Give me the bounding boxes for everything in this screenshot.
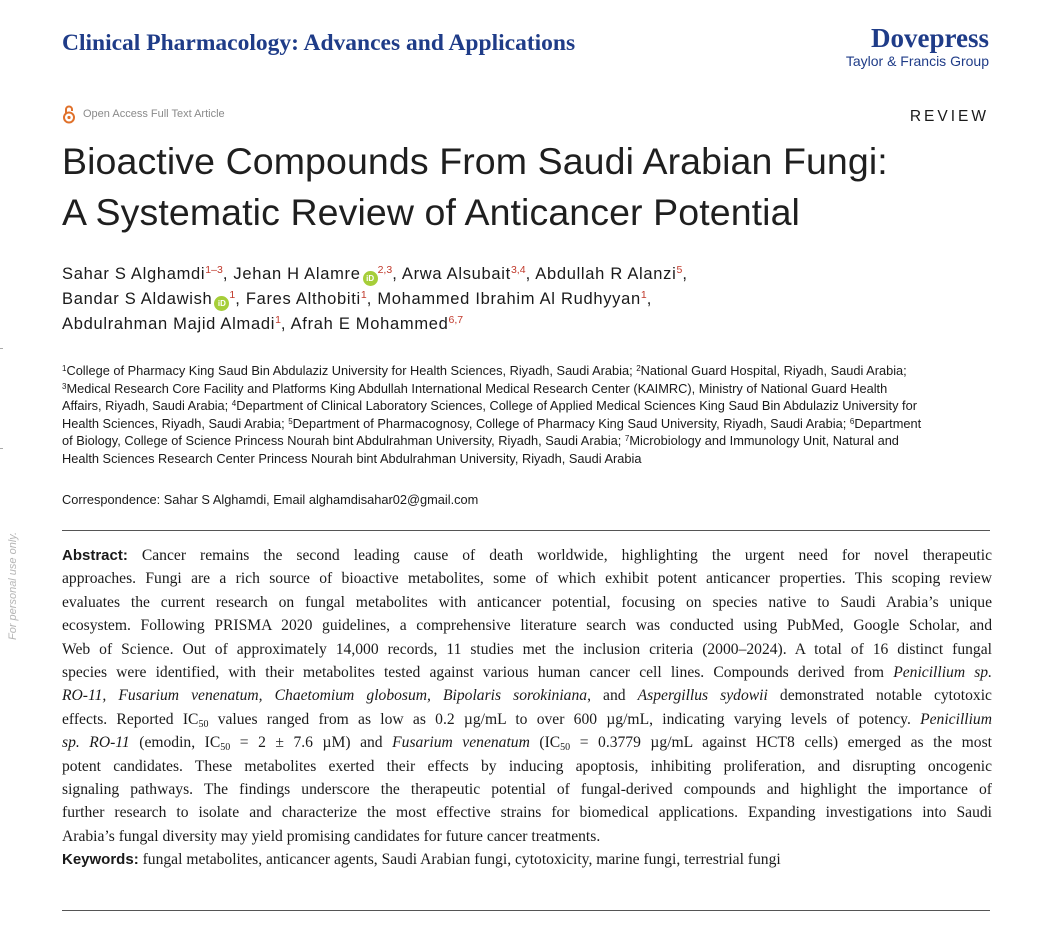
abstract-text: = 0.3779 µg/mL against HCT8 cells) emerged as the most: [570, 734, 992, 752]
affiliation-text: Microbiology and Immunology Unit, Natural and: [629, 433, 899, 448]
publisher-group: Taylor & Francis Group: [845, 53, 989, 69]
author-affiliation-ref[interactable]: 1: [229, 289, 236, 301]
species-name: RO-11, Fusarium venenatum, Chaetomium globosum, Bipolaris sorokiniana: [62, 687, 588, 705]
abstract-line: Arabia’s fungal diversity may yield promising candidates for future cancer treatments.: [62, 827, 601, 845]
abstract-line: approaches. Fungi are a rich source of bioactive metabolites, some of which exhibit potent anticancer properties. This scoping review: [62, 570, 992, 588]
author-line: Bandar S Aldawish $iD^1$, Fares Althobiti$^1$, Mohammed Ibrahim Al Rudhyyan$^1$,: [62, 287, 1012, 312]
author-name[interactable]: Bandar S Aldawish: [62, 290, 213, 308]
author-list: [62, 262, 1012, 337]
author-affiliation-ref[interactable]: 2,3: [377, 264, 393, 276]
author-name[interactable]: Jehan H Alamre: [233, 265, 361, 283]
abstract-line: further research to isolate and characterize the most effective strains for biomedical applications. Expanding investigations into Saudi: [62, 804, 992, 822]
author-affiliation-ref[interactable]: 1: [360, 289, 367, 301]
article-type: REVIEW: [909, 108, 989, 125]
author-name[interactable]: Abdulrahman Majid Almadi: [62, 315, 276, 333]
affiliation-line: [62, 450, 994, 468]
divider: [62, 910, 990, 911]
abstract-line: [62, 684, 992, 707]
species-name: Penicillium: [920, 710, 992, 728]
title-line: Bioactive Compounds From Saudi Arabian Fungi:: [62, 140, 888, 182]
author-affiliation-ref[interactable]: 1–3: [205, 264, 223, 276]
journal-title: Clinical Pharmacology: Advances and Applications: [62, 30, 576, 56]
margin-tick: [0, 448, 3, 449]
affiliation-text: Medical Research Core Facility and Platforms King Abdullah International Medical Research Center (KAIMRC), Ministry of National Guard Health: [66, 380, 888, 396]
abstract-line: signaling pathways. The findings underscore the therapeutic potential of fungal-derived compounds and highlight the importance of: [62, 781, 992, 799]
abstract-line: evaluates the current research on fungal metabolites with anticancer potential, focusing on species native to Saudi Arabia’s unique: [62, 593, 992, 611]
publisher-logo: [846, 22, 989, 68]
affiliation-text: Health Sciences Research Center Princess Nourah bint Abdulrahman University, Riyadh, Saudi Arabia: [62, 450, 642, 466]
author-name[interactable]: Sahar S Alghamdi: [62, 265, 206, 283]
orcid-icon[interactable]: iD: [214, 296, 229, 311]
species-name: Penicillium sp.: [893, 664, 992, 682]
abstract-text: Cancer remains the second leading cause of death worldwide, highlighting the urgent need for novel therapeutic: [127, 547, 992, 564]
personal-use-watermark: For personal use only.: [7, 531, 19, 640]
author-name[interactable]: Abdullah R Alanzi: [535, 265, 677, 283]
affiliation-line: [62, 415, 994, 433]
author-line: Sahar S Alghamdi$^{1-3}$, Jehan H Alamre iD$^{2,3}$, Arwa Alsubait$^{3,4}$, Abdullah R Alanzi$^5$,: [62, 262, 1012, 287]
affiliation-text: Health Sciences, Riyadh, Saudi Arabia;: [62, 415, 289, 431]
affiliation-text: Department: [854, 415, 922, 431]
orcid-icon[interactable]: iD: [363, 271, 378, 286]
species-name: Fusarium venenatum: [392, 734, 530, 752]
author-name[interactable]: Afrah E Mohammed: [290, 315, 449, 333]
species-name: Aspergillus sydowii: [637, 687, 768, 705]
author-name[interactable]: Mohammed Ibrahim Al Rudhyyan: [377, 290, 641, 308]
abstract-text: species were identified, with their metabolites tested against various human cancer cell lines. Compounds derived from: [62, 664, 894, 682]
affiliation-number: 2: [636, 364, 641, 373]
affiliation-number: 6: [849, 416, 855, 426]
title-line: A Systematic Review of Anticancer Potential: [62, 191, 800, 233]
affiliation-line: [62, 397, 994, 415]
subscript: 50: [198, 718, 209, 730]
abstract-line: [62, 661, 992, 684]
affiliation-text: of Biology, College of Science Princess Nourah bint Abdulrahman University, Riyadh, Saudi Arabia;: [62, 433, 625, 448]
abstract-text: (emodin, IC: [129, 734, 221, 752]
subscript: 50: [220, 742, 231, 754]
affiliation-text: Department of Clinical Laboratory Sciences, College of Applied Medical Sciences King Saud Bin Abdulaziz University for: [236, 398, 917, 413]
abstract-line: potent candidates. These metabolites exerted their effects by inducing apoptosis, inhibiting proliferation, and disrupting oncogenic: [62, 757, 992, 775]
abstract-line: [62, 708, 992, 731]
species-name: sp. RO-11: [62, 734, 130, 752]
divider: [62, 530, 990, 531]
author-name[interactable]: Arwa Alsubait: [401, 265, 511, 283]
abstract-text: = 2 ± 7.6 µM) and: [230, 734, 393, 752]
open-access-badge: [62, 104, 225, 124]
abstract-text: demonstrated notable cytotoxic: [767, 687, 992, 705]
article-title: [62, 136, 1022, 238]
abstract-text: effects. Reported IC: [62, 710, 199, 728]
affiliations: [62, 362, 994, 467]
affiliation-line: [62, 380, 994, 398]
affiliation-text: National Guard Hospital, Riyadh, Saudi Arabia;: [640, 363, 907, 378]
affiliation-number: 1: [62, 364, 67, 373]
affiliation-number: 4: [231, 399, 237, 408]
subscript: 50: [560, 742, 571, 754]
keywords-text: fungal metabolites, anticancer agents, Saudi Arabian fungi, cytotoxicity, marine fungi, terrestrial fungi: [138, 851, 781, 869]
affiliation-text: College of Pharmacy King Saud Bin Abdulaziz University for Health Sciences, Riyadh, Saudi Arabia;: [66, 363, 637, 378]
affiliation-line: [62, 432, 994, 450]
author-affiliation-ref[interactable]: 1: [275, 314, 281, 326]
affiliation-number: 3: [62, 381, 67, 391]
keywords: [62, 848, 992, 871]
author-line: Abdulrahman Majid Almadi$^1$, Afrah E Mohammed$^{6,7}$: [62, 314, 464, 333]
abstract-text: (IC: [529, 734, 561, 752]
open-access-label: Open Access Full Text Article: [83, 108, 225, 120]
affiliation-text: Department of Pharmacognosy, College of Pharmacy King Saud University, Riyadh, Saudi Arabia;: [292, 415, 850, 431]
abstract-line: ecosystem. Following PRISMA 2020 guidelines, a comprehensive literature search was conducted using PubMed, Google Scholar, and: [62, 617, 992, 635]
abstract: [62, 544, 992, 872]
author-affiliation-ref[interactable]: 1: [640, 289, 647, 301]
abstract-line: Web of Science. Out of approximately 14,000 records, 11 studies met the inclusion criteria (2000–2024). A total of 16 distinct fungal: [62, 640, 992, 658]
keywords-label: Keywords:: [62, 851, 139, 869]
abstract-text: values ranged from as low as 0.2 µg/mL to over 600 µg/mL, indicating varying levels of potency.: [208, 710, 921, 728]
affiliation-line: [62, 362, 994, 380]
abstract-line: [62, 544, 992, 567]
abstract-label: Abstract:: [62, 547, 128, 564]
affiliation-text: Affairs, Riyadh, Saudi Arabia;: [62, 398, 232, 413]
abstract-text: , and: [587, 687, 638, 705]
author-affiliation-ref[interactable]: 6,7: [448, 314, 464, 326]
affiliation-number: 5: [288, 416, 293, 426]
abstract-line: [62, 731, 992, 754]
author-affiliation-ref[interactable]: 5: [676, 264, 683, 276]
affiliation-number: 7: [624, 434, 630, 443]
author-affiliation-ref[interactable]: 3,4: [510, 264, 526, 276]
margin-tick: [0, 348, 3, 349]
correspondence: Correspondence: Sahar S Alghamdi, Email alghamdisahar02@gmail.com: [62, 492, 479, 507]
publisher-name: Dovepress: [871, 23, 989, 53]
author-name[interactable]: Fares Althobiti: [245, 290, 361, 308]
open-access-icon: [62, 104, 76, 124]
